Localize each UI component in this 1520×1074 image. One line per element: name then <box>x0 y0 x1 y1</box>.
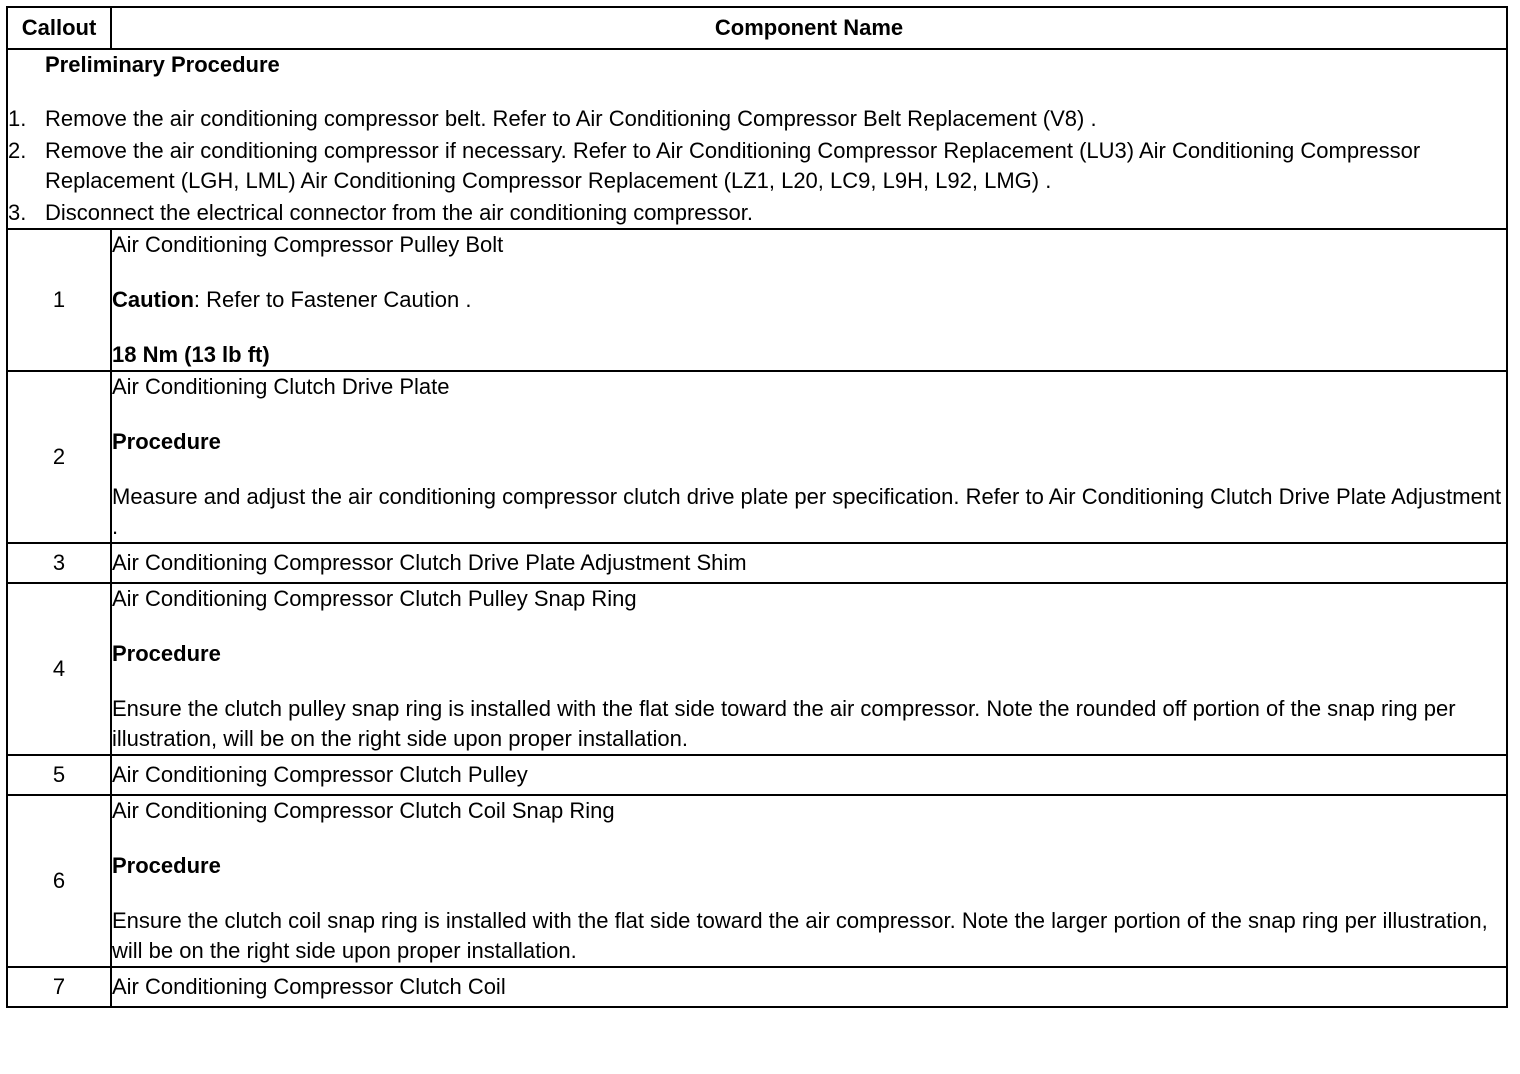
table-row <box>7 229 1507 371</box>
table-header-row <box>7 7 1507 49</box>
component-cell <box>111 371 1507 543</box>
preliminary-step <box>8 136 1506 196</box>
table-row <box>7 795 1507 967</box>
component-name: Air Conditioning Compressor Clutch Pulley <box>111 755 1507 795</box>
procedure-label: Procedure <box>112 853 221 878</box>
preliminary-step <box>8 104 1506 134</box>
table-row <box>7 583 1507 755</box>
procedure-label: Procedure <box>112 641 221 666</box>
table-row <box>7 967 1507 1007</box>
step-text: Remove the air conditioning compressor if necessary. Refer to Air Conditioning Compressor Replacement (LU3) Air Conditioning Compressor Replacement (LGH, LML) Air Conditioning Compressor Replacement (LZ1, L20, LC9, L9H, L92, LMG) . <box>45 138 1421 193</box>
preliminary-title: Preliminary Procedure <box>45 52 280 77</box>
component-cell <box>111 795 1507 967</box>
header-callout: Callout <box>7 7 111 49</box>
component-name: Air Conditioning Compressor Pulley Bolt <box>112 232 504 257</box>
table-row <box>7 371 1507 543</box>
callout-number: 1 <box>7 229 111 371</box>
step-number: 3. <box>8 200 27 225</box>
caution-label: Caution <box>112 287 194 312</box>
component-name: Air Conditioning Clutch Drive Plate <box>112 374 450 399</box>
step-number: 1. <box>8 106 27 131</box>
callout-number: 3 <box>7 543 111 583</box>
caution-note <box>112 285 1506 315</box>
procedure-label: Procedure <box>112 429 221 454</box>
header-component-name: Component Name <box>111 7 1507 49</box>
component-name: Air Conditioning Compressor Clutch Pulley Snap Ring <box>112 586 637 611</box>
table-row <box>7 755 1507 795</box>
step-text: Remove the air conditioning compressor belt. Refer to Air Conditioning Compressor Belt Replacement (V8) . <box>45 106 1097 131</box>
step-number: 2. <box>8 138 27 163</box>
component-name: Air Conditioning Compressor Clutch Drive Plate Adjustment Shim <box>111 543 1507 583</box>
step-text: Disconnect the electrical connector from the air conditioning compressor. <box>45 200 754 225</box>
preliminary-cell <box>7 49 1507 229</box>
callout-number: 4 <box>7 583 111 755</box>
component-cell <box>111 229 1507 371</box>
callout-number: 6 <box>7 795 111 967</box>
caution-text: : Refer to Fastener Caution . <box>193 287 472 312</box>
preliminary-step <box>8 198 1506 228</box>
callout-number: 7 <box>7 967 111 1007</box>
callout-number: 5 <box>7 755 111 795</box>
torque-spec: 18 Nm (13 lb ft) <box>112 342 270 367</box>
component-name: Air Conditioning Compressor Clutch Coil Snap Ring <box>112 798 615 823</box>
preliminary-steps <box>8 104 1506 228</box>
procedure-text: Ensure the clutch pulley snap ring is installed with the flat side toward the air compressor. Note the rounded off portion of the snap ring per illustration, will be on the right side upon proper installation. <box>112 696 1456 751</box>
document-page <box>6 6 1508 1008</box>
component-cell <box>111 583 1507 755</box>
component-table <box>6 6 1508 1008</box>
procedure-text: Ensure the clutch coil snap ring is installed with the flat side toward the air compressor. Note the larger portion of the snap ring per illustration, will be on the right side upon proper installation. <box>112 908 1488 963</box>
table-row <box>7 543 1507 583</box>
preliminary-row <box>7 49 1507 229</box>
procedure-text: Measure and adjust the air conditioning compressor clutch drive plate per specification. Refer to Air Conditioning Clutch Drive Plate Adjustment . <box>112 484 1502 539</box>
component-name: Air Conditioning Compressor Clutch Coil <box>111 967 1507 1007</box>
callout-number: 2 <box>7 371 111 543</box>
